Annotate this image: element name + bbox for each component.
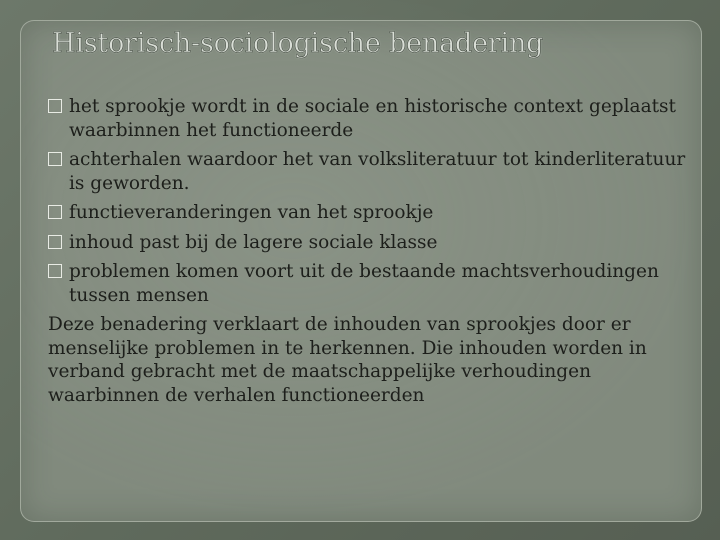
body-paragraph: Deze benadering verklaart de inhouden van sprookjes door er menselijke problemen in te herkennen. Die inhouden worden in verband gebracht met de maatschappelijke verhoudingen waarbinnen de verhalen functioneerden (48, 314, 647, 406)
slide-body (48, 95, 688, 407)
bullet-text: problemen komen voort uit de bestaande machtsverhoudingen tussen mensen (69, 261, 659, 306)
bullet-text: achterhalen waardoor het van volksliteratuur tot kinderliteratuur is geworden. (69, 149, 686, 194)
hollow-square-bullet-icon (48, 99, 62, 113)
hollow-square-bullet-icon (48, 205, 62, 219)
slide-title: Historisch-sociologische benadering (52, 28, 544, 59)
bullet-text: inhoud past bij de lagere sociale klasse (69, 231, 438, 253)
bullet-item (48, 201, 688, 225)
bullet-item (48, 260, 688, 307)
bullet-item (48, 148, 688, 195)
bullet-text: functieveranderingen van het sprookje (69, 202, 434, 223)
bullet-text: het sprookje wordt in de sociale en historische context geplaatst waarbinnen het functioneerde (69, 96, 676, 141)
hollow-square-bullet-icon (48, 235, 62, 249)
bullet-item (48, 95, 688, 142)
hollow-square-bullet-icon (48, 152, 62, 166)
bullet-item (48, 231, 688, 255)
hollow-square-bullet-icon (48, 264, 62, 278)
